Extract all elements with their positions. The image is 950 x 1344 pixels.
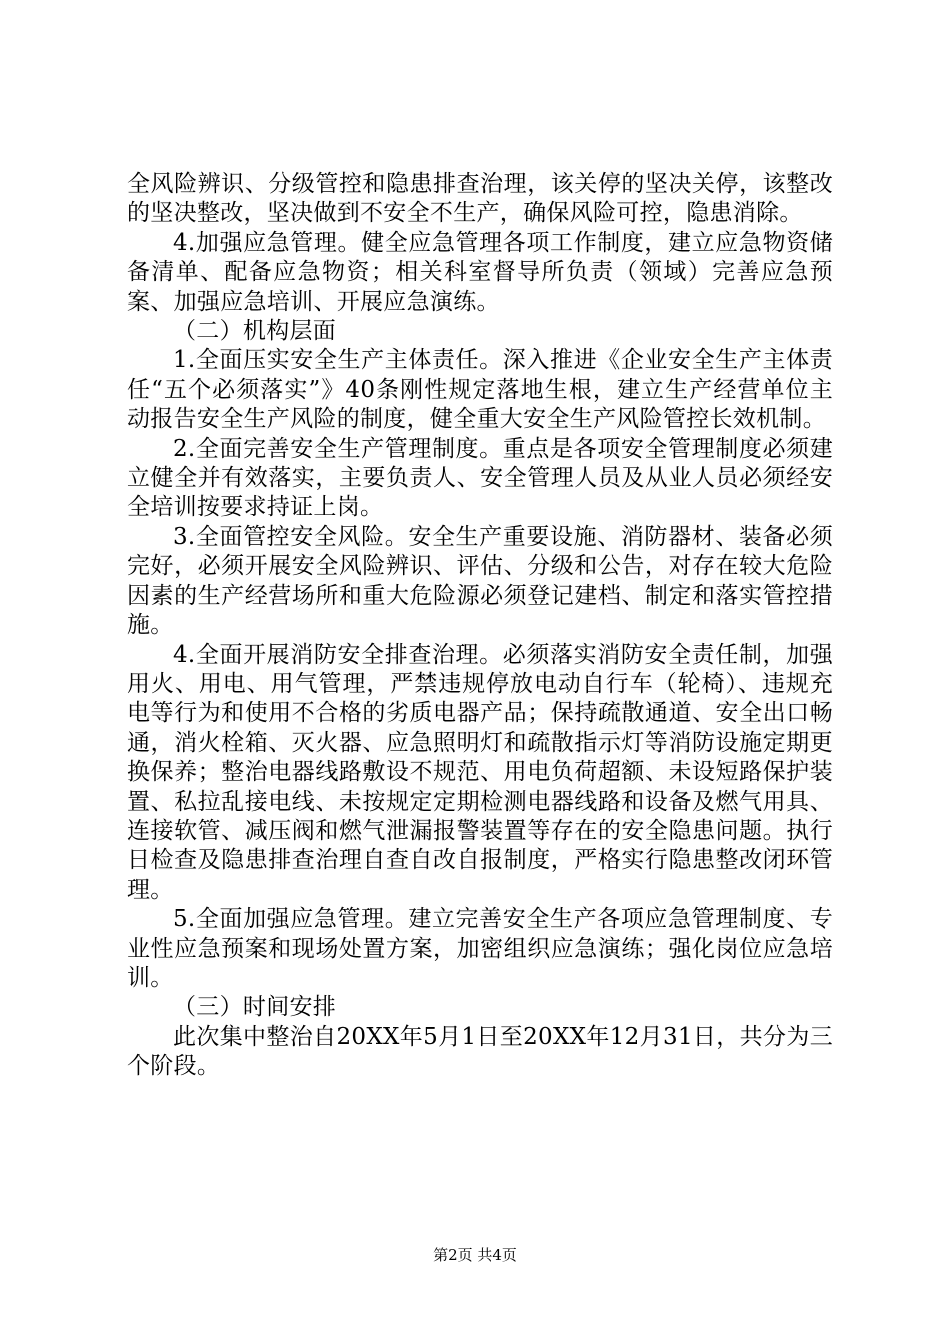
page-number-footer: 第2页 共4页: [433, 1246, 517, 1264]
paragraph-fire-safety: 4.全面开展消防安全排查治理。必须落实消防安全责任制，加强用火、用电、用气管理，严禁违规停放电动自行车（轮椅）、违规充电等行为和使用不合格的劣质电器产品；保持疏散通道、安全出口畅通，消火栓箱、灭火器、应急照明灯和疏散指示灯等消防设施定期更换保养；整治电器线路敷设不规范、用电负荷超额、未设短路保护装置、私拉乱接电线、未按规定定期检测电器线路和设备及燃气用具、连接软管、减压阀和燃气泄漏报警装置等存在的安全隐患问题。执行日检查及隐患排查治理自查自改自报制度，严格实行隐患整改闭环管理。: [127, 641, 833, 903]
paragraph-main-responsibility: 1.全面压实安全生产主体责任。深入推进《企业安全生产主体责任“五个必须落实”》40条刚性规定落地生根，建立生产经营单位主动报告安全生产风险的制度，健全重大安全生产风险管控长效机制。: [127, 347, 833, 433]
paragraph-management-system: 2.全面完善安全生产管理制度。重点是各项安全管理制度必须建立健全并有效落实，主要负责人、安全管理人员及从业人员必须经安全培训按要求持证上岗。: [127, 435, 833, 521]
section-heading-schedule: （三）时间安排: [173, 994, 337, 1021]
paragraph-continuation: 全风险辨识、分级管控和隐患排查治理，该关停的坚决关停，该整改的坚决整改，坚决做到不安全不生产，确保风险可控，隐患消除。: [127, 171, 833, 227]
document-body: [127, 170, 833, 1082]
section-heading-institution-level: （二）机构层面: [173, 318, 337, 345]
paragraph-emergency-strengthening: 5.全面加强应急管理。建立完善安全生产各项应急管理制度、专业性应急预案和现场处置方案，加密组织应急演练；强化岗位应急培训。: [127, 906, 833, 991]
paragraph-emergency-management: 4.加强应急管理。健全应急管理各项工作制度，建立应急物资储备清单、配备应急物资；相关科室督导所负责（领域）完善应急预案、加强应急培训、开展应急演练。: [127, 229, 833, 315]
paragraph-schedule: 此次集中整治自20XX年5月1日至20XX年12月31日，共分为三个阶段。: [127, 1023, 833, 1080]
paragraph-risk-control: 3.全面管控安全风险。安全生产重要设施、消防器材、装备必须完好，必须开展安全风险辨识、评估、分级和公告，对存在较大危险因素的生产经营场所和重大危险源必须登记建档、制定和落实管控措施。: [127, 523, 833, 639]
